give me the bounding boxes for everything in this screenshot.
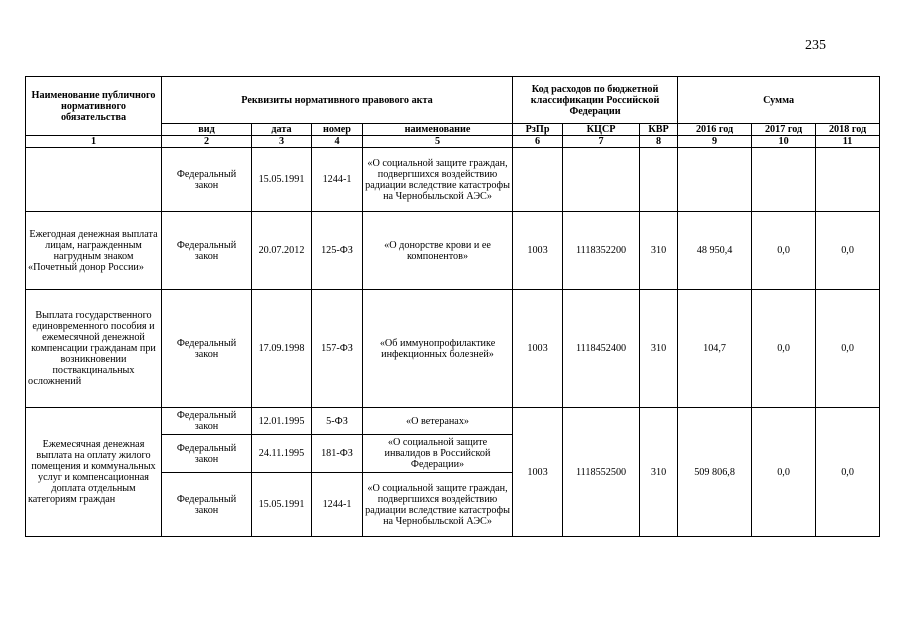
- header-rzpr: РзПр: [513, 124, 563, 136]
- act-number-cell: 157-ФЗ: [312, 290, 363, 408]
- obligation-cell: Выплата государственного единовременного пособия и ежемесячной денежной компенсации гражданам при возникновении поствакцинальных осложнений: [26, 290, 162, 408]
- header-obligation-name: Наименование публичного нормативного обязательства: [26, 77, 162, 136]
- sum-2016-cell: 104,7: [678, 290, 752, 408]
- header-date: дата: [252, 124, 312, 136]
- act-title-cell: «О донорстве крови и ее компонентов»: [363, 212, 513, 290]
- column-number: 2: [162, 136, 252, 148]
- act-kind-cell: Федеральный закон: [162, 148, 252, 212]
- act-date-cell: 12.01.1995: [252, 408, 312, 435]
- act-title-cell: «О социальной защите граждан, подвергшихся воздействию радиации вследствие катастрофы на Чернобыльской АЭС»: [363, 148, 513, 212]
- kvr-cell: 310: [640, 408, 678, 537]
- table-row: [26, 148, 880, 212]
- act-date-cell: 15.05.1991: [252, 148, 312, 212]
- sum-2016-cell: [678, 148, 752, 212]
- rzpr-cell: 1003: [513, 290, 563, 408]
- sum-2017-cell: 0,0: [752, 408, 816, 537]
- kvr-cell: 310: [640, 212, 678, 290]
- header-sum: Сумма: [678, 77, 880, 124]
- act-number-cell: 1244-1: [312, 148, 363, 212]
- act-title-cell: «О социальной защите граждан, подвергшихся воздействию радиации вследствие катастрофы на Чернобыльской АЭС»: [363, 473, 513, 537]
- act-kind-cell: Федеральный закон: [162, 473, 252, 537]
- kvr-cell: 310: [640, 290, 678, 408]
- act-number-cell: 181-ФЗ: [312, 435, 363, 473]
- sum-2017-cell: 0,0: [752, 290, 816, 408]
- rzpr-cell: 1003: [513, 408, 563, 537]
- table-row: [26, 212, 880, 290]
- column-number: 8: [640, 136, 678, 148]
- header-row-top: [26, 77, 880, 124]
- page-number: 235: [805, 38, 826, 53]
- act-title-cell: «Об иммунопрофилактике инфекционных болезней»: [363, 290, 513, 408]
- act-number-cell: 125-ФЗ: [312, 212, 363, 290]
- act-date-cell: 24.11.1995: [252, 435, 312, 473]
- table-row: [26, 408, 880, 435]
- rzpr-cell: 1003: [513, 212, 563, 290]
- sum-2018-cell: 0,0: [816, 290, 880, 408]
- act-kind-cell: Федеральный закон: [162, 435, 252, 473]
- column-number: 4: [312, 136, 363, 148]
- header-2018: 2018 год: [816, 124, 880, 136]
- act-title-cell: «О социальной защите инвалидов в Российской Федерации»: [363, 435, 513, 473]
- header-kvr: КВР: [640, 124, 678, 136]
- column-number-row: [26, 136, 880, 148]
- sum-2016-cell: 48 950,4: [678, 212, 752, 290]
- column-number: 9: [678, 136, 752, 148]
- column-number: 7: [563, 136, 640, 148]
- header-kind: вид: [162, 124, 252, 136]
- act-kind-cell: Федеральный закон: [162, 212, 252, 290]
- act-number-cell: 1244-1: [312, 473, 363, 537]
- obligation-cell: Ежемесячная денежная выплата на оплату жилого помещения и коммунальных услуг и компенсационная доплата отдельным категориям граждан: [26, 408, 162, 537]
- rzpr-cell: [513, 148, 563, 212]
- header-budget-code: Код расходов по бюджетной классификации Российской Федерации: [513, 77, 678, 124]
- column-number: 10: [752, 136, 816, 148]
- kcsr-cell: [563, 148, 640, 212]
- sum-2016-cell: 509 806,8: [678, 408, 752, 537]
- sum-2018-cell: 0,0: [816, 408, 880, 537]
- kcsr-cell: 1118352200: [563, 212, 640, 290]
- sum-2017-cell: [752, 148, 816, 212]
- header-kcsr: КЦСР: [563, 124, 640, 136]
- act-kind-cell: Федеральный закон: [162, 408, 252, 435]
- act-date-cell: 20.07.2012: [252, 212, 312, 290]
- sum-2018-cell: 0,0: [816, 212, 880, 290]
- header-2016: 2016 год: [678, 124, 752, 136]
- header-number: номер: [312, 124, 363, 136]
- sum-2018-cell: [816, 148, 880, 212]
- header-title: наименование: [363, 124, 513, 136]
- column-number: 1: [26, 136, 162, 148]
- sum-2017-cell: 0,0: [752, 212, 816, 290]
- budget-table: [25, 76, 880, 537]
- kcsr-cell: 1118452400: [563, 290, 640, 408]
- kcsr-cell: 1118552500: [563, 408, 640, 537]
- column-number: 5: [363, 136, 513, 148]
- column-number: 3: [252, 136, 312, 148]
- column-number: 11: [816, 136, 880, 148]
- table-row: [26, 290, 880, 408]
- header-2017: 2017 год: [752, 124, 816, 136]
- obligation-cell: [26, 148, 162, 212]
- header-act-requisites: Реквизиты нормативного правового акта: [162, 77, 513, 124]
- column-number: 6: [513, 136, 563, 148]
- act-title-cell: «О ветеранах»: [363, 408, 513, 435]
- obligation-cell: Ежегодная денежная выплата лицам, награжденным нагрудным знаком «Почетный донор России»: [26, 212, 162, 290]
- kvr-cell: [640, 148, 678, 212]
- act-number-cell: 5-ФЗ: [312, 408, 363, 435]
- act-kind-cell: Федеральный закон: [162, 290, 252, 408]
- act-date-cell: 15.05.1991: [252, 473, 312, 537]
- act-date-cell: 17.09.1998: [252, 290, 312, 408]
